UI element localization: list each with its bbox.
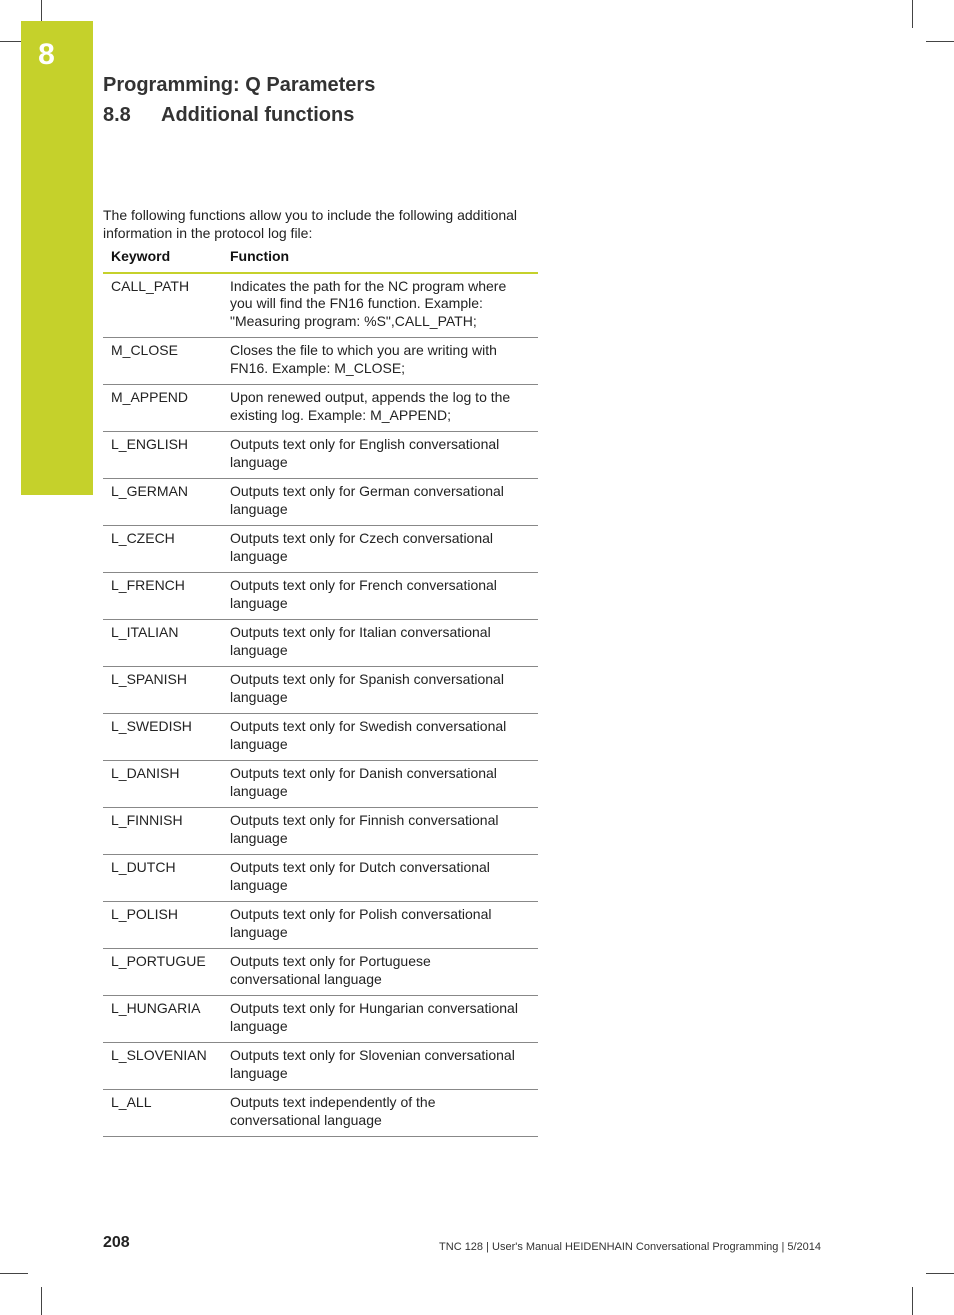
function-cell: Outputs text only for Czech conversational language (222, 526, 538, 573)
keyword-cell: M_APPEND (103, 385, 222, 432)
page-number: 208 (103, 1234, 130, 1251)
column-header-function: Function (222, 246, 538, 273)
table-row (103, 385, 538, 432)
function-cell: Outputs text only for Spanish conversational language (222, 667, 538, 714)
keyword-cell: L_SLOVENIAN (103, 1043, 222, 1090)
function-cell: Outputs text only for Hungarian conversational language (222, 996, 538, 1043)
table-body (103, 273, 538, 1137)
function-cell: Outputs text only for Dutch conversational language (222, 855, 538, 902)
table-row (103, 667, 538, 714)
keyword-cell: L_ITALIAN (103, 620, 222, 667)
table-row (103, 1043, 538, 1090)
table-row (103, 855, 538, 902)
chapter-title: Programming: Q Parameters (103, 74, 376, 96)
chapter-tab (21, 21, 93, 495)
keyword-cell: L_FRENCH (103, 573, 222, 620)
table-row (103, 714, 538, 761)
function-cell: Outputs text only for Slovenian conversational language (222, 1043, 538, 1090)
table-row (103, 949, 538, 996)
table-row (103, 902, 538, 949)
column-header-keyword: Keyword (103, 246, 222, 273)
keyword-cell: L_PORTUGUE (103, 949, 222, 996)
crop-mark (0, 1273, 28, 1274)
keyword-cell: L_ENGLISH (103, 432, 222, 479)
chapter-number: 8 (38, 38, 55, 71)
keyword-cell: L_GERMAN (103, 479, 222, 526)
crop-mark (926, 41, 954, 42)
function-cell: Outputs text only for Portuguese conversational language (222, 949, 538, 996)
function-cell: Closes the file to which you are writing with FN16. Example: M_CLOSE; (222, 338, 538, 385)
table-row (103, 1090, 538, 1137)
function-cell: Outputs text only for English conversational language (222, 432, 538, 479)
function-cell: Outputs text only for German conversational language (222, 479, 538, 526)
function-cell: Outputs text only for Polish conversational language (222, 902, 538, 949)
function-cell: Upon renewed output, appends the log to the existing log. Example: M_APPEND; (222, 385, 538, 432)
keyword-cell: L_FINNISH (103, 808, 222, 855)
keyword-cell: L_SPANISH (103, 667, 222, 714)
keyword-cell: CALL_PATH (103, 273, 222, 338)
keyword-cell: L_HUNGARIA (103, 996, 222, 1043)
function-cell: Outputs text only for French conversational language (222, 573, 538, 620)
keyword-cell: L_DUTCH (103, 855, 222, 902)
function-cell: Outputs text only for Danish conversational language (222, 761, 538, 808)
table-row (103, 273, 538, 338)
function-cell: Outputs text independently of the conversational language (222, 1090, 538, 1137)
function-cell: Indicates the path for the NC program where you will find the FN16 function. Example: "Measuring program: %S",CALL_PATH; (222, 273, 538, 338)
crop-mark (912, 0, 913, 28)
table-row (103, 479, 538, 526)
crop-mark (926, 1273, 954, 1274)
table-row (103, 432, 538, 479)
table-row (103, 996, 538, 1043)
table-row (103, 338, 538, 385)
table-row (103, 620, 538, 667)
section-number: 8.8 (103, 104, 131, 126)
keyword-cell: L_SWEDISH (103, 714, 222, 761)
function-cell: Outputs text only for Swedish conversational language (222, 714, 538, 761)
page-header (103, 72, 375, 128)
intro-paragraph: The following functions allow you to include the following additional information in the protocol log file: (103, 207, 518, 241)
table-row (103, 573, 538, 620)
table-row (103, 808, 538, 855)
function-cell: Outputs text only for Italian conversational language (222, 620, 538, 667)
keyword-cell: M_CLOSE (103, 338, 222, 385)
crop-mark (912, 1287, 913, 1315)
keyword-table (103, 246, 538, 1137)
keyword-cell: L_CZECH (103, 526, 222, 573)
section-heading (103, 102, 375, 128)
keyword-cell: L_ALL (103, 1090, 222, 1137)
footer-text: TNC 128 | User's Manual HEIDENHAIN Conversational Programming | 5/2014 (439, 1241, 821, 1253)
function-cell: Outputs text only for Finnish conversational language (222, 808, 538, 855)
keyword-cell: L_POLISH (103, 902, 222, 949)
crop-mark (41, 1287, 42, 1315)
table-row (103, 761, 538, 808)
table-row (103, 526, 538, 573)
crop-mark (41, 0, 42, 22)
section-title: Additional functions (161, 104, 355, 126)
keyword-cell: L_DANISH (103, 761, 222, 808)
table-header-row (103, 246, 538, 273)
